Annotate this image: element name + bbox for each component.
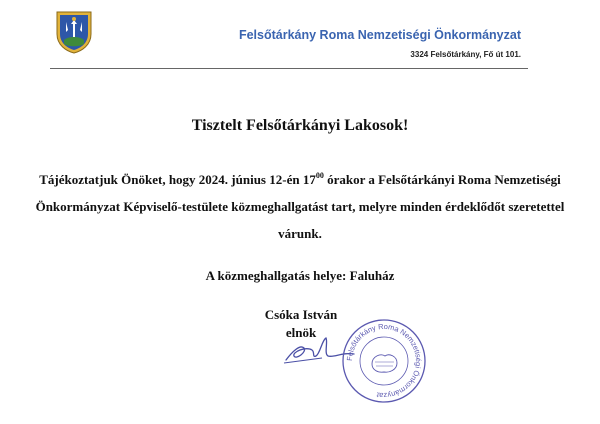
coat-of-arms-icon	[54, 10, 94, 54]
header-divider	[50, 68, 528, 69]
signer-role: elnök	[285, 325, 317, 340]
body-text-start: Tájékoztatjuk Önöket, hogy 2024. június 12-én 17	[39, 172, 316, 187]
time-minutes-superscript: 00	[315, 171, 324, 180]
svg-text:Felsőtárkány Roma Nemzetiségi	[345, 322, 423, 400]
signer-name: Csóka István	[264, 307, 338, 322]
official-seal-icon	[341, 318, 427, 404]
organization-address: 3324 Felsőtárkány, Fő út 101.	[410, 50, 521, 59]
body-text-end: órakor a Felsőtárkányi Roma Nemzetiségi Önkormányzat Képviselő-testülete közmeghallgatást tart, melyre minden érdeklődőt szeretettel várunk.	[35, 172, 565, 241]
organization-name: Felsőtárkány Roma Nemzetiségi Önkormányzat	[238, 28, 521, 42]
salutation: Tisztelt Felsőtárkányi Lakosok!	[191, 117, 409, 134]
announcement-body	[30, 166, 570, 247]
seal-text: Felsőtárkány Roma Nemzetiségi Önkormányzat	[344, 321, 424, 401]
venue-line: A közmeghallgatás helye: Faluház	[205, 268, 395, 283]
